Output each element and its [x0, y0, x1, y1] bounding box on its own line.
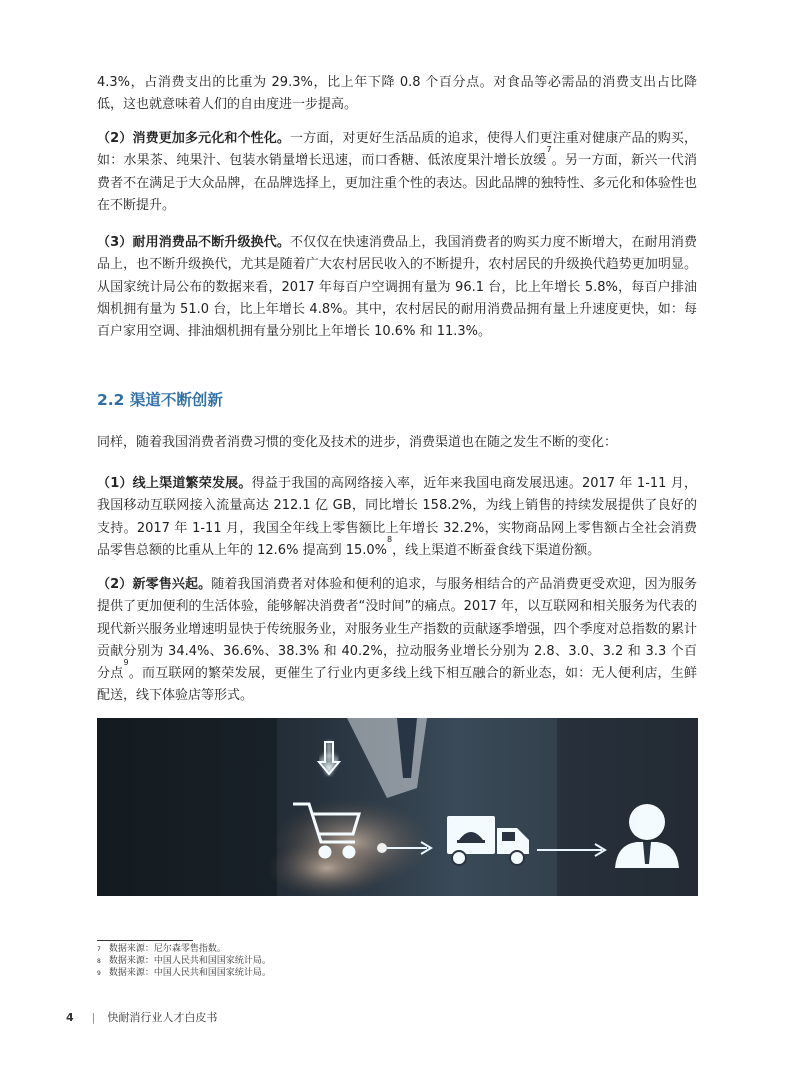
footer-separator: | [91, 1011, 96, 1024]
delivery-truck-icon [447, 816, 529, 865]
paragraph-food-share: 4.3%，占消费支出的比重为 29.3%，比上年下降 0.8 个百分点。对食品等必需品的消费支出占比降低，这也就意味着人们的自由度进一步提高。 [97, 75, 697, 113]
page-footer [66, 1009, 217, 1025]
paragraph-durables: （3）耐用消费品不断升级换代。不仅仅在快速消费品上，我国消费者的购买力度不断增大，在耐用消费品上，也不断升级换代，尤其是随着广大农村居民收入的不断提升，农村居民的升级换代趋势更加明显。从国家统计局公布的数据来看，2017 年每百户空调拥有量为 96.1 台，比上年增长 5.8%，每百户排油烟机拥有量为 51.0 台，比上年增长 4.8%。其中，农村居民的耐用消费品拥有量上升速度更快，如：每百户家用空调、排油烟机拥有量分别比上年增长 10.6% 和 11.3%。 [97, 235, 697, 340]
ecommerce-illustration-graphic [97, 718, 698, 896]
footnote: $^9$ 数据来源：中国人民共和国国家统计局。 [97, 968, 271, 978]
footnote-divider [97, 940, 193, 941]
paragraph-channel-intro: 同样，随着我国消费者消费习惯的变化及技术的进步，消费渠道也在随之发生不断的变化： [97, 435, 618, 450]
ecommerce-illustration [97, 718, 698, 896]
paragraph-online-channel: （1）线上渠道繁荣发展。得益于我国的高网络接入率，近年来我国电商发展迅速。2017 年 1-11 月，我国移动互联网接入流量高达 212.1 亿 GB，同比增长 158.2%，为线上销售的持续发展提供了良好的支持。2017 年 1-11 月，我国全年线上零售额比上年增长 32.2%，实物商品网上零售额占全社会消费品零售总额的比重从上年的 12.6% 提高到 15.0%$^8$，线上渠道不断蚕食线下渠道份额。 [97, 476, 697, 558]
paragraph-lead: （2）消费更加多元化和个性化。 [97, 131, 291, 146]
footnote-ref: 7 [546, 145, 552, 155]
document-title: 快耐消行业人才白皮书 [107, 1011, 218, 1024]
paragraph-lead: （2）新零售兴起。 [97, 577, 212, 592]
paragraph-diversification: （2）消费更加多元化和个性化。一方面，对更好生活品质的追求，使得人们更注重对健康产品的购买，如：水果茶、纯果汁、包装水销量增长迅速，而口香糖、低浓度果汁增长放缓$^7$。另一方面，新兴一代消费者不在满足于大众品牌，在品牌选择上，更加注重个性的表达。因此品牌的独特性、多元化和体验性也在不断提升。 [97, 131, 697, 213]
footnote-ref: 9 [123, 658, 129, 668]
page-number: 4 [66, 1011, 74, 1024]
paragraph-new-retail: （2）新零售兴起。随着我国消费者对体验和便利的追求，与服务相结合的产品消费更受欢迎，因为服务提供了更加便利的生活体验，能够解决消费者“没时间”的痛点。2017 年，以互联网和相关服务为代表的现代新兴服务业增速明显快于传统服务业，对服务业生产指数的贡献逐季增强，四个季度对总指数的累计贡献分别为 34.4%、36.6%、38.3% 和 40.2%，拉动服务业增长分别为 2.8、3.0、3.2 和 3.3 个百分点$^9$。而互联网的繁荣发展，更催生了行业内更多线上线下相互融合的新业态，如：无人便利店，生鲜配送，线下体验店等形式。 [97, 577, 697, 704]
section-title: 2.2 渠道不断创新 [97, 391, 223, 409]
footnote: $^7$ 数据来源：尼尔森零售指数。 [97, 944, 226, 954]
footnote-ref: 8 [387, 534, 393, 544]
paragraph-lead: （1）线上渠道繁荣发展。 [97, 476, 252, 491]
footnote: $^8$ 数据来源：中国人民共和国国家统计局。 [97, 956, 271, 966]
paragraph-lead: （3）耐用消费品不断升级换代。 [97, 235, 291, 250]
